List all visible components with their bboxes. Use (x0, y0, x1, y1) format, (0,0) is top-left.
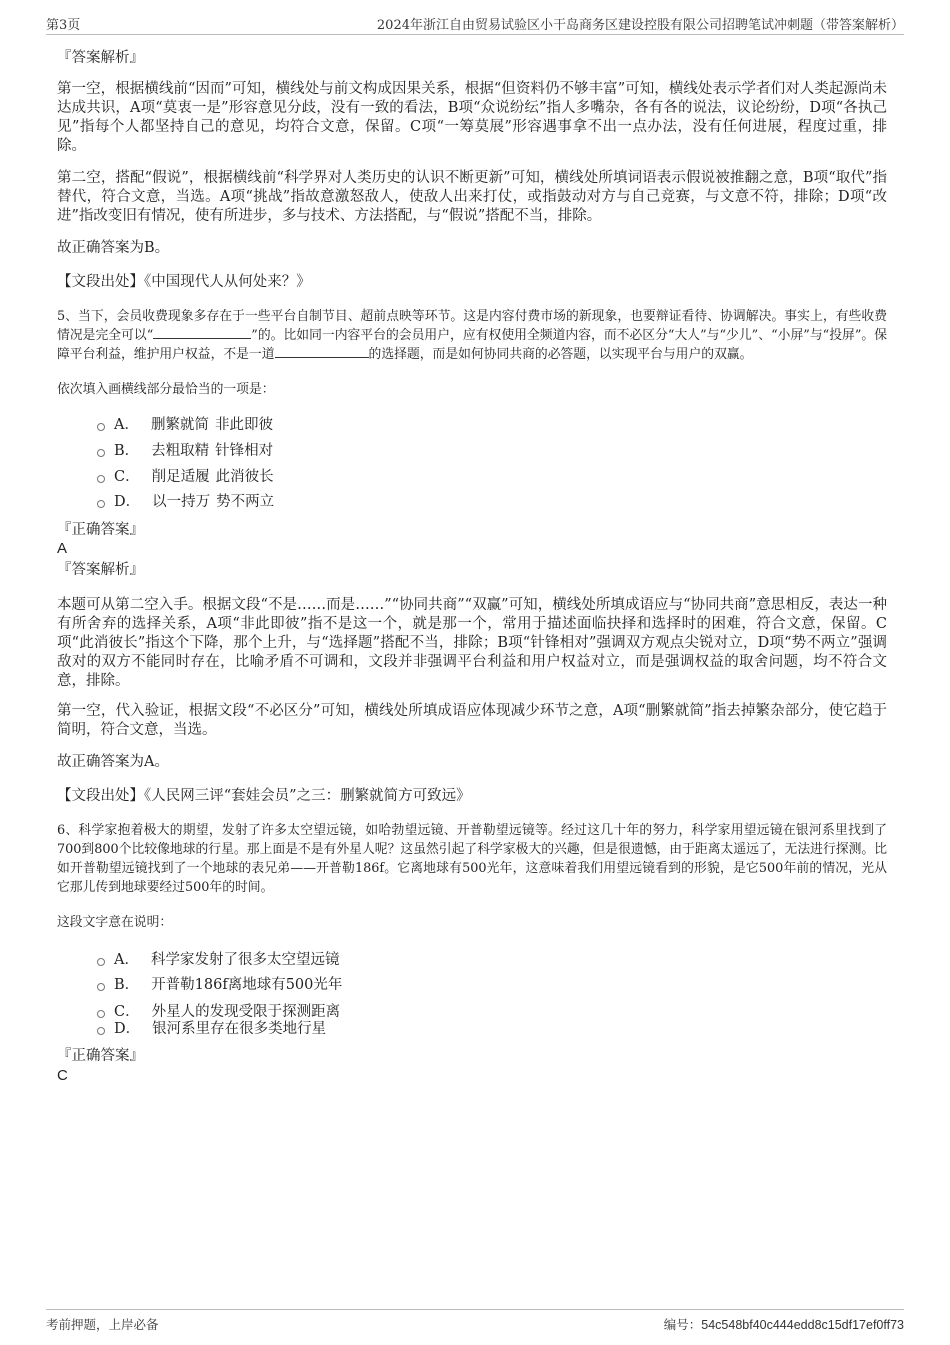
q5-stem-part-2: ”的。比如同一内容平台的会员用户，应有权使用全频道内容，而不必区分“大人”与“少儿”、“小屏”与“投屏”。保障平台利益，维护用户权益，不是一道 (57, 328, 887, 362)
q5-option-a[interactable]: A． 删繁就简 非此即彼 (97, 415, 273, 435)
radio-icon[interactable] (97, 475, 105, 483)
footer-code (664, 1315, 904, 1333)
q6-option-d[interactable]: D． 银河系里存在很多类地行星 (97, 1019, 326, 1039)
q5-analysis-label: 『答案解析』 (57, 562, 144, 578)
q5-correct-answer: A (57, 540, 68, 557)
page-header (46, 10, 904, 35)
q6-option-b[interactable]: B． 开普勒186f离地球有500光年 (97, 975, 342, 995)
q5-stem-part-1: 5、当下，会员收费现象多存在于一些平台自制节目、超前点映等环节。这是内容付费市场的新现象，也要辩证看待、协调解决。事实上，有些收费情况是完全可以“ (57, 309, 887, 343)
q5-option-c[interactable]: C． 削足适履 此消彼长 (97, 467, 274, 487)
q6-option-a[interactable]: A． 科学家发射了很多太空望远镜 (97, 950, 339, 970)
q4-analysis-label: 『答案解析』 (57, 50, 144, 66)
q5-blank-2 (275, 345, 369, 358)
q4-analysis-paragraph-1: 第一空，根据横线前“因而”可知，横线处与前文构成因果关系，根据“但资料仍不够丰富”可知，横线处表示学者们对人类起源尚未达成共识，A项“莫衷一是”形容意见分歧，没有一致的看法，B项“众说纷纭”指人多嘴杂，各有各的说法，议论纷纷，D项“各执己见”指每个人都坚持自己的意见，均符合文意，保留。C项“一筹莫展”形容遇事拿不出一点办法，没有任何进展，程度过重，排除。 (57, 81, 888, 154)
radio-icon[interactable] (97, 449, 105, 457)
q6-correct-answer: C (57, 1067, 68, 1084)
radio-icon[interactable] (97, 983, 105, 991)
q6-correct-label: 『正确答案』 (57, 1048, 144, 1064)
q5-prompt: 依次填入画横线部分最恰当的一项是： (57, 382, 275, 397)
q5-option-b[interactable]: B． 去粗取精 针锋相对 (97, 441, 273, 461)
q5-stem-part-3: 的选择题，而是如何协同共商的必答题，以实现平台与用户的双赢。 (368, 347, 753, 362)
q6-prompt: 这段文字意在说明： (57, 915, 173, 930)
footer-code-value: 54c548bf40c444edd8c15df17ef0ff73 (701, 1318, 904, 1332)
footer-slogan: 考前押题，上岸必备 (46, 1317, 159, 1332)
page-number: 第3页 (46, 18, 81, 33)
radio-icon[interactable] (97, 500, 105, 508)
q5-correct-label: 『正确答案』 (57, 522, 144, 538)
q6-stem: 6、科学家抱着极大的期望，发射了许多太空望远镜，如哈勃望远镜、开普勒望远镜等。经过这几十年的努力，科学家用望远镜在银河系里找到了700到800个比较像地球的行星。那上面是不是有外星人呢？这虽然引起了科学家极大的兴趣，但是很遗憾，由于距离太遥远了，无法进行探测。比如开普勒望远镜找到了一个地球的表兄弟——开普勒186f。它离地球有500光年，这意味着我们用望远镜看到的形貌，是它500年前的情况，光从它那儿传到地球要经过500年的时间。 (57, 823, 887, 895)
radio-icon[interactable] (97, 1010, 105, 1018)
document-title: 2024年浙江自由贸易试验区小干岛商务区建设控股有限公司招聘笔试冲刺题（带答案解析） (376, 18, 904, 33)
q5-analysis-paragraph-2: 第一空，代入验证，根据文段“不必区分”可知，横线处所填成语应体现减少环节之意，A项“删繁就简”指去掉繁杂部分，使它趋于简明，符合文意，当选。 (57, 703, 887, 738)
q5-source: 【文段出处】《人民网三评“套娃会员”之三：删繁就简方可致远》 (57, 788, 471, 804)
q4-analysis-paragraph-2: 第二空，搭配“假说”，根据横线前“科学界对人类历史的认识不断更新”可知，横线处所填词语表示假说被推翻之意，B项“取代”指替代，符合文意，当选。A项“挑战”指故意激怒敌人，使敌人出来打仗，或指鼓动对方与自己竞赛，与文意不符，排除；D项“改进”指改变旧有情况，使有所进步，多与技术、方法搭配，与“假说”搭配不当，排除。 (57, 170, 887, 224)
radio-icon[interactable] (97, 1027, 105, 1035)
q5-stem (57, 307, 887, 364)
radio-icon[interactable] (97, 958, 105, 966)
q4-conclusion: 故正确答案为B。 (57, 240, 170, 256)
page-footer (46, 1309, 904, 1334)
footer-code-label: 编号： (663, 1317, 702, 1332)
q6-option-c[interactable]: C． 外星人的发现受限于探测距离 (97, 1002, 340, 1022)
q4-source: 【文段出处】《中国现代人从何处来？》 (57, 274, 311, 290)
q5-blank-1 (153, 326, 251, 339)
q5-conclusion: 故正确答案为A。 (57, 754, 169, 770)
q5-analysis-paragraph-1: 本题可从第二空入手。根据文段“不是……而是……”“协同共商”“双赢”可知，横线处所填成语应与“协同共商”意思相反，表达一种有所舍弃的选择关系，A项“非此即彼”指不是这一个，就是那一个，常用于描述面临抉择和选择时的困难，符合文意，保留。C项“此消彼长”指这个下降，那个上升，与“选择题”搭配不当，排除；B项“针锋相对”强调双方观点尖锐对立，D项“势不两立”强调敌对的双方不能同时存在，比喻矛盾不可调和，文段并非强调平台利益和用户权益对立，而是强调权益的取舍问题，均不符合文意，排除。 (57, 597, 887, 689)
radio-icon[interactable] (97, 423, 105, 431)
q5-option-d[interactable]: D． 以一持万 势不两立 (97, 492, 274, 512)
